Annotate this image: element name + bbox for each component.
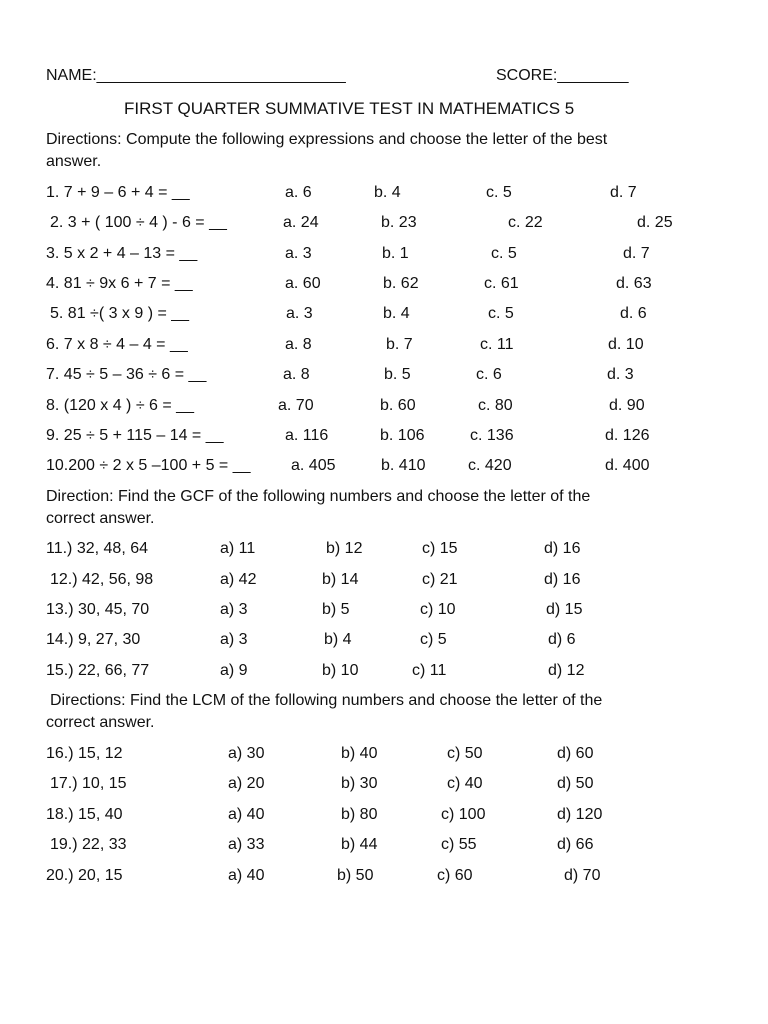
choice-a: a. 8 xyxy=(285,336,312,353)
choice-d: d) 60 xyxy=(557,745,594,762)
choice-d: d) 120 xyxy=(557,806,603,823)
choice-a: a) 30 xyxy=(228,745,265,762)
choice-b: b. 5 xyxy=(384,366,411,383)
choice-b: b. 106 xyxy=(380,427,425,444)
question-text: 9. 25 ÷ 5 + 115 – 14 = __ xyxy=(46,427,224,444)
choice-d: d. 90 xyxy=(609,397,645,414)
choice-a: a. 60 xyxy=(285,275,321,292)
choice-c: c) 10 xyxy=(420,601,456,618)
choice-d: d) 16 xyxy=(544,540,581,557)
question-text: 13.) 30, 45, 70 xyxy=(46,601,150,618)
choice-c: c) 50 xyxy=(447,745,483,762)
choice-a: a) 40 xyxy=(228,867,265,884)
choice-c: c) 5 xyxy=(420,631,447,648)
question-text: 16.) 15, 12 xyxy=(46,745,123,762)
choice-b: b. 4 xyxy=(383,305,410,322)
choice-d: d. 25 xyxy=(637,214,673,231)
choice-d: d) 16 xyxy=(544,571,581,588)
question-text: 2. 3 + ( 100 ÷ 4 ) - 6 = __ xyxy=(50,214,227,231)
choice-b: b. 1 xyxy=(382,245,409,262)
choice-b: b) 30 xyxy=(341,775,378,792)
choice-b: b) 80 xyxy=(341,806,378,823)
choice-a: a. 6 xyxy=(285,184,312,201)
choice-c: c) 21 xyxy=(422,571,458,588)
choice-d: d. 126 xyxy=(605,427,650,444)
question-text: 14.) 9, 27, 30 xyxy=(46,631,141,648)
score-field: SCORE:________ xyxy=(496,67,629,84)
question-text: 17.) 10, 15 xyxy=(50,775,127,792)
choice-d: d) 15 xyxy=(546,601,583,618)
choice-d: d. 400 xyxy=(605,457,650,474)
choice-d: d. 6 xyxy=(620,305,647,322)
question-text: 12.) 42, 56, 98 xyxy=(50,571,154,588)
question-text: 18.) 15, 40 xyxy=(46,806,123,823)
question-text: 5. 81 ÷( 3 x 9 ) = __ xyxy=(50,305,190,322)
question-text: 19.) 22, 33 xyxy=(50,836,127,853)
choice-c: c) 55 xyxy=(441,836,477,853)
choice-a: a) 11 xyxy=(220,540,256,557)
page-title: FIRST QUARTER SUMMATIVE TEST IN MATHEMATICS 5 xyxy=(124,99,575,118)
question-text: 8. (120 x 4 ) ÷ 6 = __ xyxy=(46,397,194,414)
choice-a: a. 70 xyxy=(278,397,314,414)
directions-compute-line2: answer. xyxy=(46,153,102,170)
choice-a: a. 116 xyxy=(285,427,329,444)
question-text: 15.) 22, 66, 77 xyxy=(46,662,150,679)
choice-c: c. 420 xyxy=(468,457,512,474)
question-text: 3. 5 x 2 + 4 – 13 = __ xyxy=(46,245,198,262)
choice-d: d. 10 xyxy=(608,336,644,353)
choice-c: c. 61 xyxy=(484,275,519,292)
choice-b: b) 40 xyxy=(341,745,378,762)
question-text: 10.200 ÷ 2 x 5 –100 + 5 = __ xyxy=(46,457,251,474)
directions-lcm-line1: Directions: Find the LCM of the following numbers and choose the letter of the xyxy=(50,692,603,709)
choice-c: c. 5 xyxy=(486,184,512,201)
choice-a: a. 24 xyxy=(283,214,319,231)
choice-b: b. 4 xyxy=(374,184,401,201)
choice-b: b) 5 xyxy=(322,601,350,618)
choice-b: b) 14 xyxy=(322,571,359,588)
choice-a: a) 9 xyxy=(220,662,248,679)
choice-a: a. 405 xyxy=(291,457,336,474)
choice-a: a. 3 xyxy=(285,245,312,262)
choice-b: b) 12 xyxy=(326,540,363,557)
choice-c: c. 11 xyxy=(480,336,514,353)
choice-b: b) 50 xyxy=(337,867,374,884)
choice-a: a) 42 xyxy=(220,571,257,588)
question-text: 7. 45 ÷ 5 – 36 ÷ 6 = __ xyxy=(46,366,207,383)
choice-d: d. 63 xyxy=(616,275,652,292)
choice-b: b) 10 xyxy=(322,662,359,679)
choice-a: a) 33 xyxy=(228,836,265,853)
choice-a: a) 40 xyxy=(228,806,265,823)
choice-d: d) 66 xyxy=(557,836,594,853)
choice-c: c) 100 xyxy=(441,806,486,823)
choice-c: c. 22 xyxy=(508,214,543,231)
choice-a: a) 3 xyxy=(220,601,248,618)
directions-compute-line1: Directions: Compute the following expressions and choose the letter of the best xyxy=(46,131,608,148)
choice-b: b. 23 xyxy=(381,214,417,231)
directions-gcf-line2: correct answer. xyxy=(46,510,155,527)
choice-d: d. 3 xyxy=(607,366,634,383)
choice-d: d) 12 xyxy=(548,662,585,679)
choice-c: c) 40 xyxy=(447,775,483,792)
choice-d: d. 7 xyxy=(610,184,637,201)
question-text: 20.) 20, 15 xyxy=(46,867,123,884)
choice-a: a. 3 xyxy=(286,305,313,322)
directions-gcf-line1: Direction: Find the GCF of the following numbers and choose the letter of the xyxy=(46,488,591,505)
choice-c: c. 5 xyxy=(491,245,517,262)
choice-b: b. 7 xyxy=(386,336,413,353)
choice-b: b. 60 xyxy=(380,397,416,414)
choice-c: c) 11 xyxy=(412,662,447,679)
choice-c: c. 6 xyxy=(476,366,502,383)
choice-a: a) 20 xyxy=(228,775,265,792)
choice-d: d. 7 xyxy=(623,245,650,262)
directions-lcm-line2: correct answer. xyxy=(46,714,155,731)
question-text: 6. 7 x 8 ÷ 4 – 4 = __ xyxy=(46,336,188,353)
question-text: 4. 81 ÷ 9x 6 + 7 = __ xyxy=(46,275,193,292)
choice-c: c) 15 xyxy=(422,540,458,557)
name-field: NAME:____________________________ xyxy=(46,67,346,84)
choice-b: b) 44 xyxy=(341,836,378,853)
choice-a: a. 8 xyxy=(283,366,310,383)
choice-c: c. 136 xyxy=(470,427,514,444)
choice-d: d) 6 xyxy=(548,631,576,648)
choice-d: d) 70 xyxy=(564,867,601,884)
choice-c: c) 60 xyxy=(437,867,473,884)
choice-b: b. 410 xyxy=(381,457,426,474)
choice-c: c. 5 xyxy=(488,305,514,322)
question-text: 1. 7 + 9 – 6 + 4 = __ xyxy=(46,184,190,201)
choice-d: d) 50 xyxy=(557,775,594,792)
choice-c: c. 80 xyxy=(478,397,513,414)
choice-b: b. 62 xyxy=(383,275,419,292)
question-text: 11.) 32, 48, 64 xyxy=(46,540,148,557)
choice-b: b) 4 xyxy=(324,631,352,648)
choice-a: a) 3 xyxy=(220,631,248,648)
